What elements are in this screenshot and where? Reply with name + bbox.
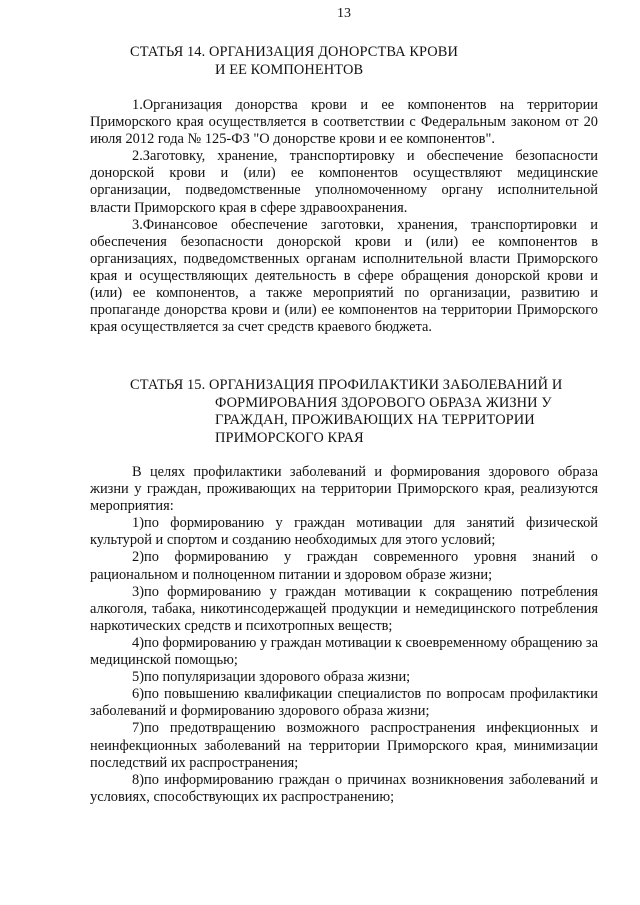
article-14-body bbox=[90, 97, 598, 336]
article-14-heading-line-2: И ЕЕ КОМПОНЕНТОВ bbox=[215, 61, 364, 78]
article-15-heading-line-3: ГРАЖДАН, ПРОЖИВАЮЩИХ НА ТЕРРИТОРИИ bbox=[215, 412, 535, 428]
article-15-item-3: 3)по формированию у граждан мотивации к сокращению потребления алкоголя, табака, никотинсодержащей продукции и немедицинского потребления наркотических средств и психотропных веществ; bbox=[90, 583, 598, 634]
document-page bbox=[90, 0, 598, 905]
article-15-heading-line-2: ФОРМИРОВАНИЯ ЗДОРОВОГО ОБРАЗА ЖИЗНИ У bbox=[215, 394, 552, 411]
article-14-paragraph-2: 2.Заготовку, хранение, транспортировку и обеспечение безопасности донорской крови и (или) ее компонентов осуществляют медицинские организации, подведомственные уполномоченному органу исполнительной власти Приморского края в сфере здравоохранения. bbox=[90, 148, 598, 216]
article-14-paragraph-1: 1.Организация донорства крови и ее компонентов на территории Приморского края осуществляется в соответствии с Федеральным законом от 20 июля 2012 года № 125-ФЗ "О донорстве крови и ее компонентов". bbox=[90, 97, 598, 148]
article-15-body bbox=[90, 464, 598, 806]
article-14-paragraph-3: 3.Финансовое обеспечение заготовки, хранения, транспортировки и обеспечения безопасности донорской крови и (или) ее компонентов в организациях, подведомственных органам исполнительной власти Приморского края и осуществляющих деятельность в сфере обращения донорской крови и (или) ее компонентов, а также мероприятий по организации, развитию и пропаганде донорства крови и (или) ее компонентов на территории Приморского края осуществляется за счет средств краевого бюджета. bbox=[90, 216, 598, 336]
page-number: 13 bbox=[337, 6, 351, 21]
article-14-heading bbox=[130, 44, 600, 79]
article-15-item-5: 5)по популяризации здорового образа жизни; bbox=[132, 669, 411, 686]
article-15-item-6: 6)по повышению квалификации специалистов по вопросам профилактики заболеваний и формированию здорового образа жизни; bbox=[90, 686, 598, 720]
article-15-heading-line-1: СТАТЬЯ 15. ОРГАНИЗАЦИЯ ПРОФИЛАКТИКИ ЗАБОЛЕВАНИЙ И bbox=[130, 377, 563, 393]
article-15-item-1: 1)по формированию у граждан мотивации для занятий физической культурой и спортом и созданию необходимых для этого условий; bbox=[90, 515, 598, 549]
article-15-intro-paragraph: В целях профилактики заболеваний и формирования здорового образа жизни у граждан, проживающих на территории Приморского края, реализуются мероприятия: bbox=[90, 464, 598, 515]
article-14-heading-line-1: СТАТЬЯ 14. ОРГАНИЗАЦИЯ ДОНОРСТВА КРОВИ bbox=[130, 44, 458, 60]
article-15-heading-line-4: ПРИМОРСКОГО КРАЯ bbox=[215, 429, 364, 446]
article-15-item-7: 7)по предотвращению возможного распространения инфекционных и неинфекционных заболеваний на территории Приморского края, минимизации последствий их распространения; bbox=[90, 720, 598, 771]
article-15-item-8: 8)по информированию граждан о причинах возникновения заболеваний и условиях, способствующих их распространению; bbox=[90, 771, 598, 805]
article-15-item-4: 4)по формированию у граждан мотивации к своевременному обращению за медицинской помощью; bbox=[90, 634, 598, 669]
article-15-heading bbox=[130, 377, 600, 447]
article-15-item-2: 2)по формированию у граждан современного уровня знаний о рациональном и полноценном питании и здоровом образе жизни; bbox=[90, 549, 598, 583]
